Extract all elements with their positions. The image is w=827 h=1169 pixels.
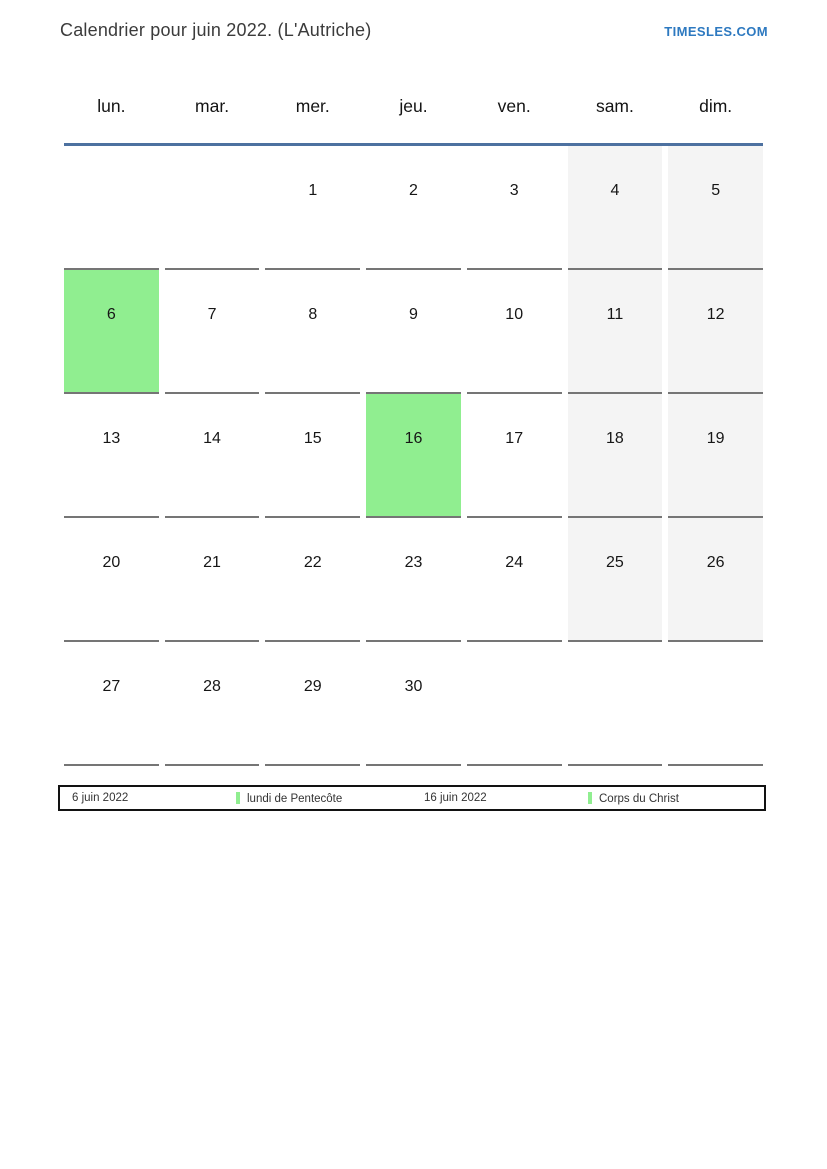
- day-cell: [165, 146, 260, 270]
- day-cell: 27: [64, 642, 159, 766]
- legend-box: [58, 785, 766, 811]
- page-title: Calendrier pour juin 2022. (L'Autriche): [60, 20, 372, 40]
- legend-label: Corps du Christ: [599, 792, 679, 805]
- day-cell: 10: [467, 270, 562, 394]
- weekday-header-sun: dim.: [699, 96, 733, 116]
- day-cell: 19: [668, 394, 763, 518]
- day-cell: [568, 642, 663, 766]
- calendar-grid: [64, 146, 763, 766]
- day-cell: 2: [366, 146, 461, 270]
- weekday-header-fri: ven.: [497, 96, 531, 116]
- day-cell: 3: [467, 146, 562, 270]
- day-cell: 23: [366, 518, 461, 642]
- day-cell: 18: [568, 394, 663, 518]
- weekday-header-sat: sam.: [595, 96, 634, 116]
- day-cell: [64, 146, 159, 270]
- legend-entry: [588, 792, 764, 805]
- day-cell: 8: [265, 270, 360, 394]
- day-cell: 21: [165, 518, 260, 642]
- day-cell: 15: [265, 394, 360, 518]
- weekday-header-thu: jeu.: [399, 96, 428, 116]
- day-cell: 22: [265, 518, 360, 642]
- day-cell: 7: [165, 270, 260, 394]
- day-cell: 29: [265, 642, 360, 766]
- day-cell-holiday: 16: [366, 394, 461, 518]
- day-cell: 20: [64, 518, 159, 642]
- day-cell: 12: [668, 270, 763, 394]
- brand-link[interactable]: TIMESLES.COM: [664, 24, 768, 39]
- legend-label: lundi de Pentecôte: [247, 792, 343, 805]
- legend-date: 6 juin 2022: [72, 792, 129, 804]
- holiday-marker-icon: [236, 792, 240, 804]
- calendar: [64, 70, 763, 766]
- day-cell: 26: [668, 518, 763, 642]
- day-cell: 17: [467, 394, 562, 518]
- day-cell: 13: [64, 394, 159, 518]
- weekday-header-row: [64, 70, 763, 143]
- day-cell: [467, 642, 562, 766]
- weekday-header-wed: mer.: [295, 96, 330, 116]
- holiday-marker-icon: [588, 792, 592, 804]
- day-cell: 30: [366, 642, 461, 766]
- day-cell-holiday: 6: [64, 270, 159, 394]
- legend-entry: [236, 792, 412, 805]
- weekday-header-mon: lun.: [97, 96, 126, 116]
- day-cell: 1: [265, 146, 360, 270]
- weekday-header-tue: mar.: [195, 96, 230, 116]
- day-cell: 9: [366, 270, 461, 394]
- day-cell: 4: [568, 146, 663, 270]
- day-cell: 14: [165, 394, 260, 518]
- day-cell: [668, 642, 763, 766]
- day-cell: 25: [568, 518, 663, 642]
- legend-date: 16 juin 2022: [424, 792, 487, 804]
- day-cell: 24: [467, 518, 562, 642]
- day-cell: 5: [668, 146, 763, 270]
- day-cell: 11: [568, 270, 663, 394]
- day-cell: 28: [165, 642, 260, 766]
